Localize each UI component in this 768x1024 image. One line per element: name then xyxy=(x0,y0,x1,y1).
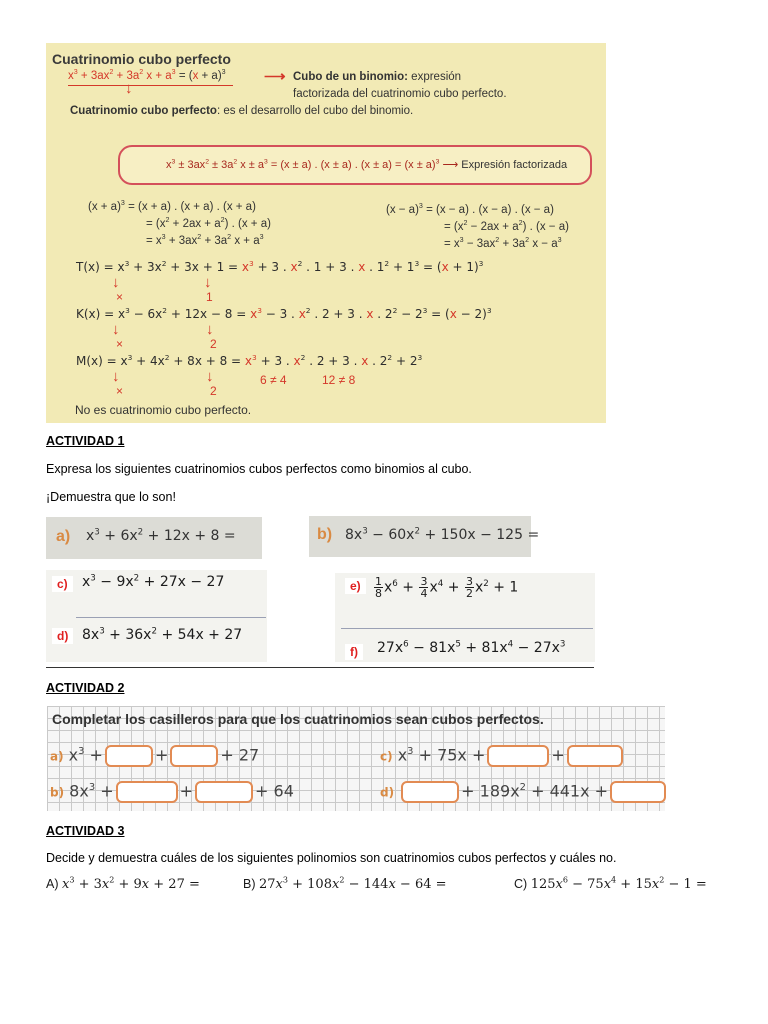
divider xyxy=(341,628,593,629)
blank-c1[interactable] xyxy=(487,745,549,767)
blank-a2[interactable] xyxy=(170,745,218,767)
example-t: $T(x) = x^3 + 3x^2 + 3x + 1 = x^3 + 3$ . $x^2$ . 1 + 3 . x . $1^2 + 1^3 = (x + 1)^3$ xyxy=(76,259,484,274)
polynomial-a: A) $x^3 + 3x^2 + 9x + 27$ = xyxy=(46,875,200,892)
blank-c2[interactable] xyxy=(567,745,623,767)
arrow-down-icon: ↓ xyxy=(112,274,120,291)
exercise-e-label: e) xyxy=(345,578,366,594)
root-x: × xyxy=(116,337,124,351)
exercise-cd xyxy=(46,570,267,662)
arrow-down-icon: ↓ xyxy=(206,321,214,338)
exercise-b-expression: $8x^3 - 60x^2 + 150x - 125$ = xyxy=(345,526,540,543)
exercise-b-label: b) xyxy=(317,526,333,543)
definition-binomial: Cubo de un binomio: expresión xyxy=(293,71,462,83)
item-b: b) $8x^3$ + + + 64 xyxy=(50,781,294,803)
activity1-header: ACTIVIDAD 1 xyxy=(46,434,125,448)
exercise-f-expression: $27x^6 - 81x^5 + 81x^4 - 27x^3$ xyxy=(377,639,566,656)
inequality-1: 6 ≠ 4 xyxy=(260,373,287,387)
exercise-d-label: d) xyxy=(52,628,73,644)
activity2-header: ACTIVIDAD 2 xyxy=(46,681,125,695)
polynomial-b: B) $27x^3 + 108x^2 - 144x - 64$ = xyxy=(243,875,447,892)
root-2: 2 xyxy=(210,384,217,398)
underline xyxy=(68,85,233,86)
exercise-c-label: c) xyxy=(52,576,73,592)
exercise-a-expression: $x^3 + 6x^2 + 12x + 8$ = xyxy=(86,527,236,544)
blank-b2[interactable] xyxy=(195,781,253,803)
expansion-plus: $(x + a)^3 = (x + a)$ . (x + a) . (x + a) = $(x^2 + 2ax + a^2)$ . (x + a) = $x^3 + 3ax^2 + 3a^2$ $x + a^3$ xyxy=(88,199,271,247)
arrow-down-icon: ↓ xyxy=(204,274,212,291)
blank-b1[interactable] xyxy=(116,781,178,803)
polynomial-c: C) $125x^6 - 75x^4 + 15x^2 - 1$ = xyxy=(514,875,707,892)
arrow-down-icon: ↓ xyxy=(112,321,120,338)
exercise-d-expression: $8x^3 + 36x^2 + 54x + 27$ xyxy=(82,626,243,643)
example-m: $M(x) = x^3 + 4x^2 + 8x + 8 = x^3 + 3$ . $x^2$ . 2 + 3 . x . $2^2 + 2^3$ xyxy=(76,353,423,368)
arrow-down-icon: ↓ xyxy=(206,368,214,385)
activity2-title: Completar los casilleros para que los cuatrinomios sean cubos perfectos. xyxy=(52,711,544,727)
expansion-minus: $(x - a)^3 = (x - a)$ . (x − a) . (x − a) = $(x^2 - 2ax + a^2)$ . (x − a) = $x^3 - 3ax^2 + 3a^2$ $x - a^3$ xyxy=(386,202,569,250)
blank-d1[interactable] xyxy=(401,781,459,803)
blank-a1[interactable] xyxy=(105,745,153,767)
exercise-a xyxy=(46,517,262,559)
definition-cuatrinomio: Cuatrinomio cubo perfecto: es el desarrollo del cubo del binomio. xyxy=(70,105,414,117)
exercise-ef xyxy=(335,573,595,662)
arrow-down-icon: ↓ xyxy=(125,80,133,97)
root-x: × xyxy=(116,290,124,304)
blank-d2[interactable] xyxy=(610,781,666,803)
activity3-instruction: Decide y demuestra cuáles de los siguientes polinomios son cuatrinomios cubos perfectos y cuáles no. xyxy=(46,851,617,865)
example-k: $K(x) = x^3 - 6x^2 + 12x - 8 = x^3 - 3$ . $x^2$ . 2 + 3 . x . $2^2 - 2^3 = (x - 2)^3$ xyxy=(76,306,492,321)
textbook-excerpt xyxy=(46,43,606,423)
root-x: × xyxy=(116,384,124,398)
divider xyxy=(76,617,266,618)
activity1-prompt: ¡Demuestra que lo son! xyxy=(46,490,176,504)
exercise-b xyxy=(309,516,540,557)
section-divider xyxy=(46,667,594,668)
not-perfect-note: No es cuatrinomio cubo perfecto. xyxy=(75,403,252,417)
root-1: 1 xyxy=(206,290,213,304)
exercise-e-expression: $\frac{1}{8}$ $x^6$ + $\frac{3}{4}$ $x^4$ + $\frac{3}{2}$ $x^2 + 1$ xyxy=(375,575,519,600)
exercise-c-expression: $x^3 - 9x^2 + 27x - 27$ xyxy=(82,573,225,590)
cube-identity: $x^3 + 3ax^2 + 3a^2$ $x + a^3 = (x + a)^3$ xyxy=(68,68,226,82)
item-a: a) $x^3$ + + + 27 xyxy=(50,745,259,767)
item-c: c) $x^3 + 75x$ + + xyxy=(380,745,625,767)
exercise-f-label: f) xyxy=(345,644,363,660)
arrow-right-icon: ⟶ xyxy=(264,68,286,85)
inequality-2: 12 ≠ 8 xyxy=(322,373,356,387)
formula-pill: $x^3 \pm 3ax^2 \pm 3a^2$ $x \pm a^3 = (x \pm a)$ . (x ± a) . $(x \pm a) = (x \pm a)^3$ ⟶ Expresión factorizada xyxy=(118,145,592,185)
item-d: $d) + 189x^2 + 441x$ + xyxy=(380,781,668,803)
activity3-header: ACTIVIDAD 3 xyxy=(46,824,125,838)
root-2: 2 xyxy=(210,337,217,351)
section-title: Cuatrinomio cubo perfecto xyxy=(52,51,231,67)
activity1-instruction: Expresa los siguientes cuatrinomios cubos perfectos como binomios al cubo. xyxy=(46,462,472,476)
activity2-worksheet xyxy=(47,706,665,811)
exercise-a-label: a) xyxy=(56,528,71,545)
definition-binomial-cont: factorizada del cuatrinomio cubo perfecto. xyxy=(293,88,507,100)
arrow-down-icon: ↓ xyxy=(112,368,120,385)
